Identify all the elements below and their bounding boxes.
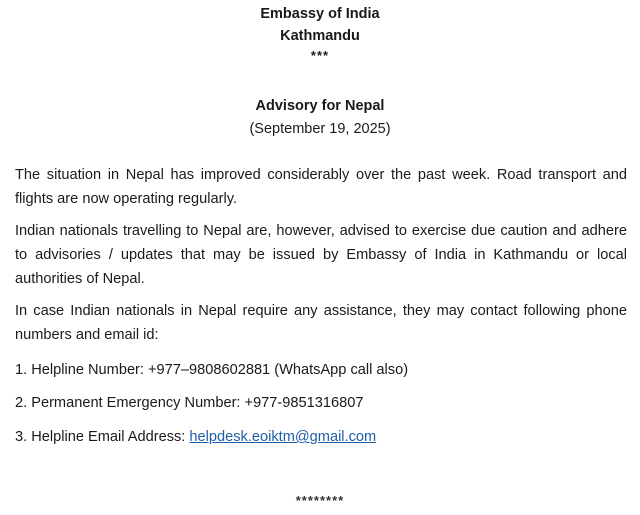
advisory-date: (September 19, 2025) bbox=[249, 121, 391, 137]
contact-email-label: 3. Helpline Email Address: bbox=[15, 429, 190, 445]
footer-separator: ******** bbox=[295, 493, 345, 508]
paragraph-situation: The situation in Nepal has improved considerably over the past week. Road transport and flights are now operating regularly. bbox=[15, 167, 627, 207]
advisory-title: Advisory for Nepal bbox=[255, 98, 385, 114]
embassy-city: Kathmandu bbox=[280, 28, 360, 44]
header-separator: *** bbox=[310, 48, 330, 63]
paragraph-caution: Indian nationals travelling to Nepal are, however, advised to exercise due caution and adhere to advisories / updates that may be issued by Embassy of India in Kathmandu or local authorities of Nepal. bbox=[15, 223, 627, 287]
contact-helpline-number: 1. Helpline Number: +977–9808602881 (WhatsApp call also) bbox=[15, 362, 409, 378]
contact-emergency-number: 2. Permanent Emergency Number: +977-9851316807 bbox=[15, 395, 364, 411]
email-link[interactable]: helpdesk.eoiktm@gmail.com bbox=[189, 429, 377, 445]
paragraph-assistance: In case Indian nationals in Nepal require any assistance, they may contact following phone numbers and email id: bbox=[15, 303, 627, 343]
embassy-name: Embassy of India bbox=[260, 6, 380, 22]
contact-email bbox=[15, 427, 376, 447]
